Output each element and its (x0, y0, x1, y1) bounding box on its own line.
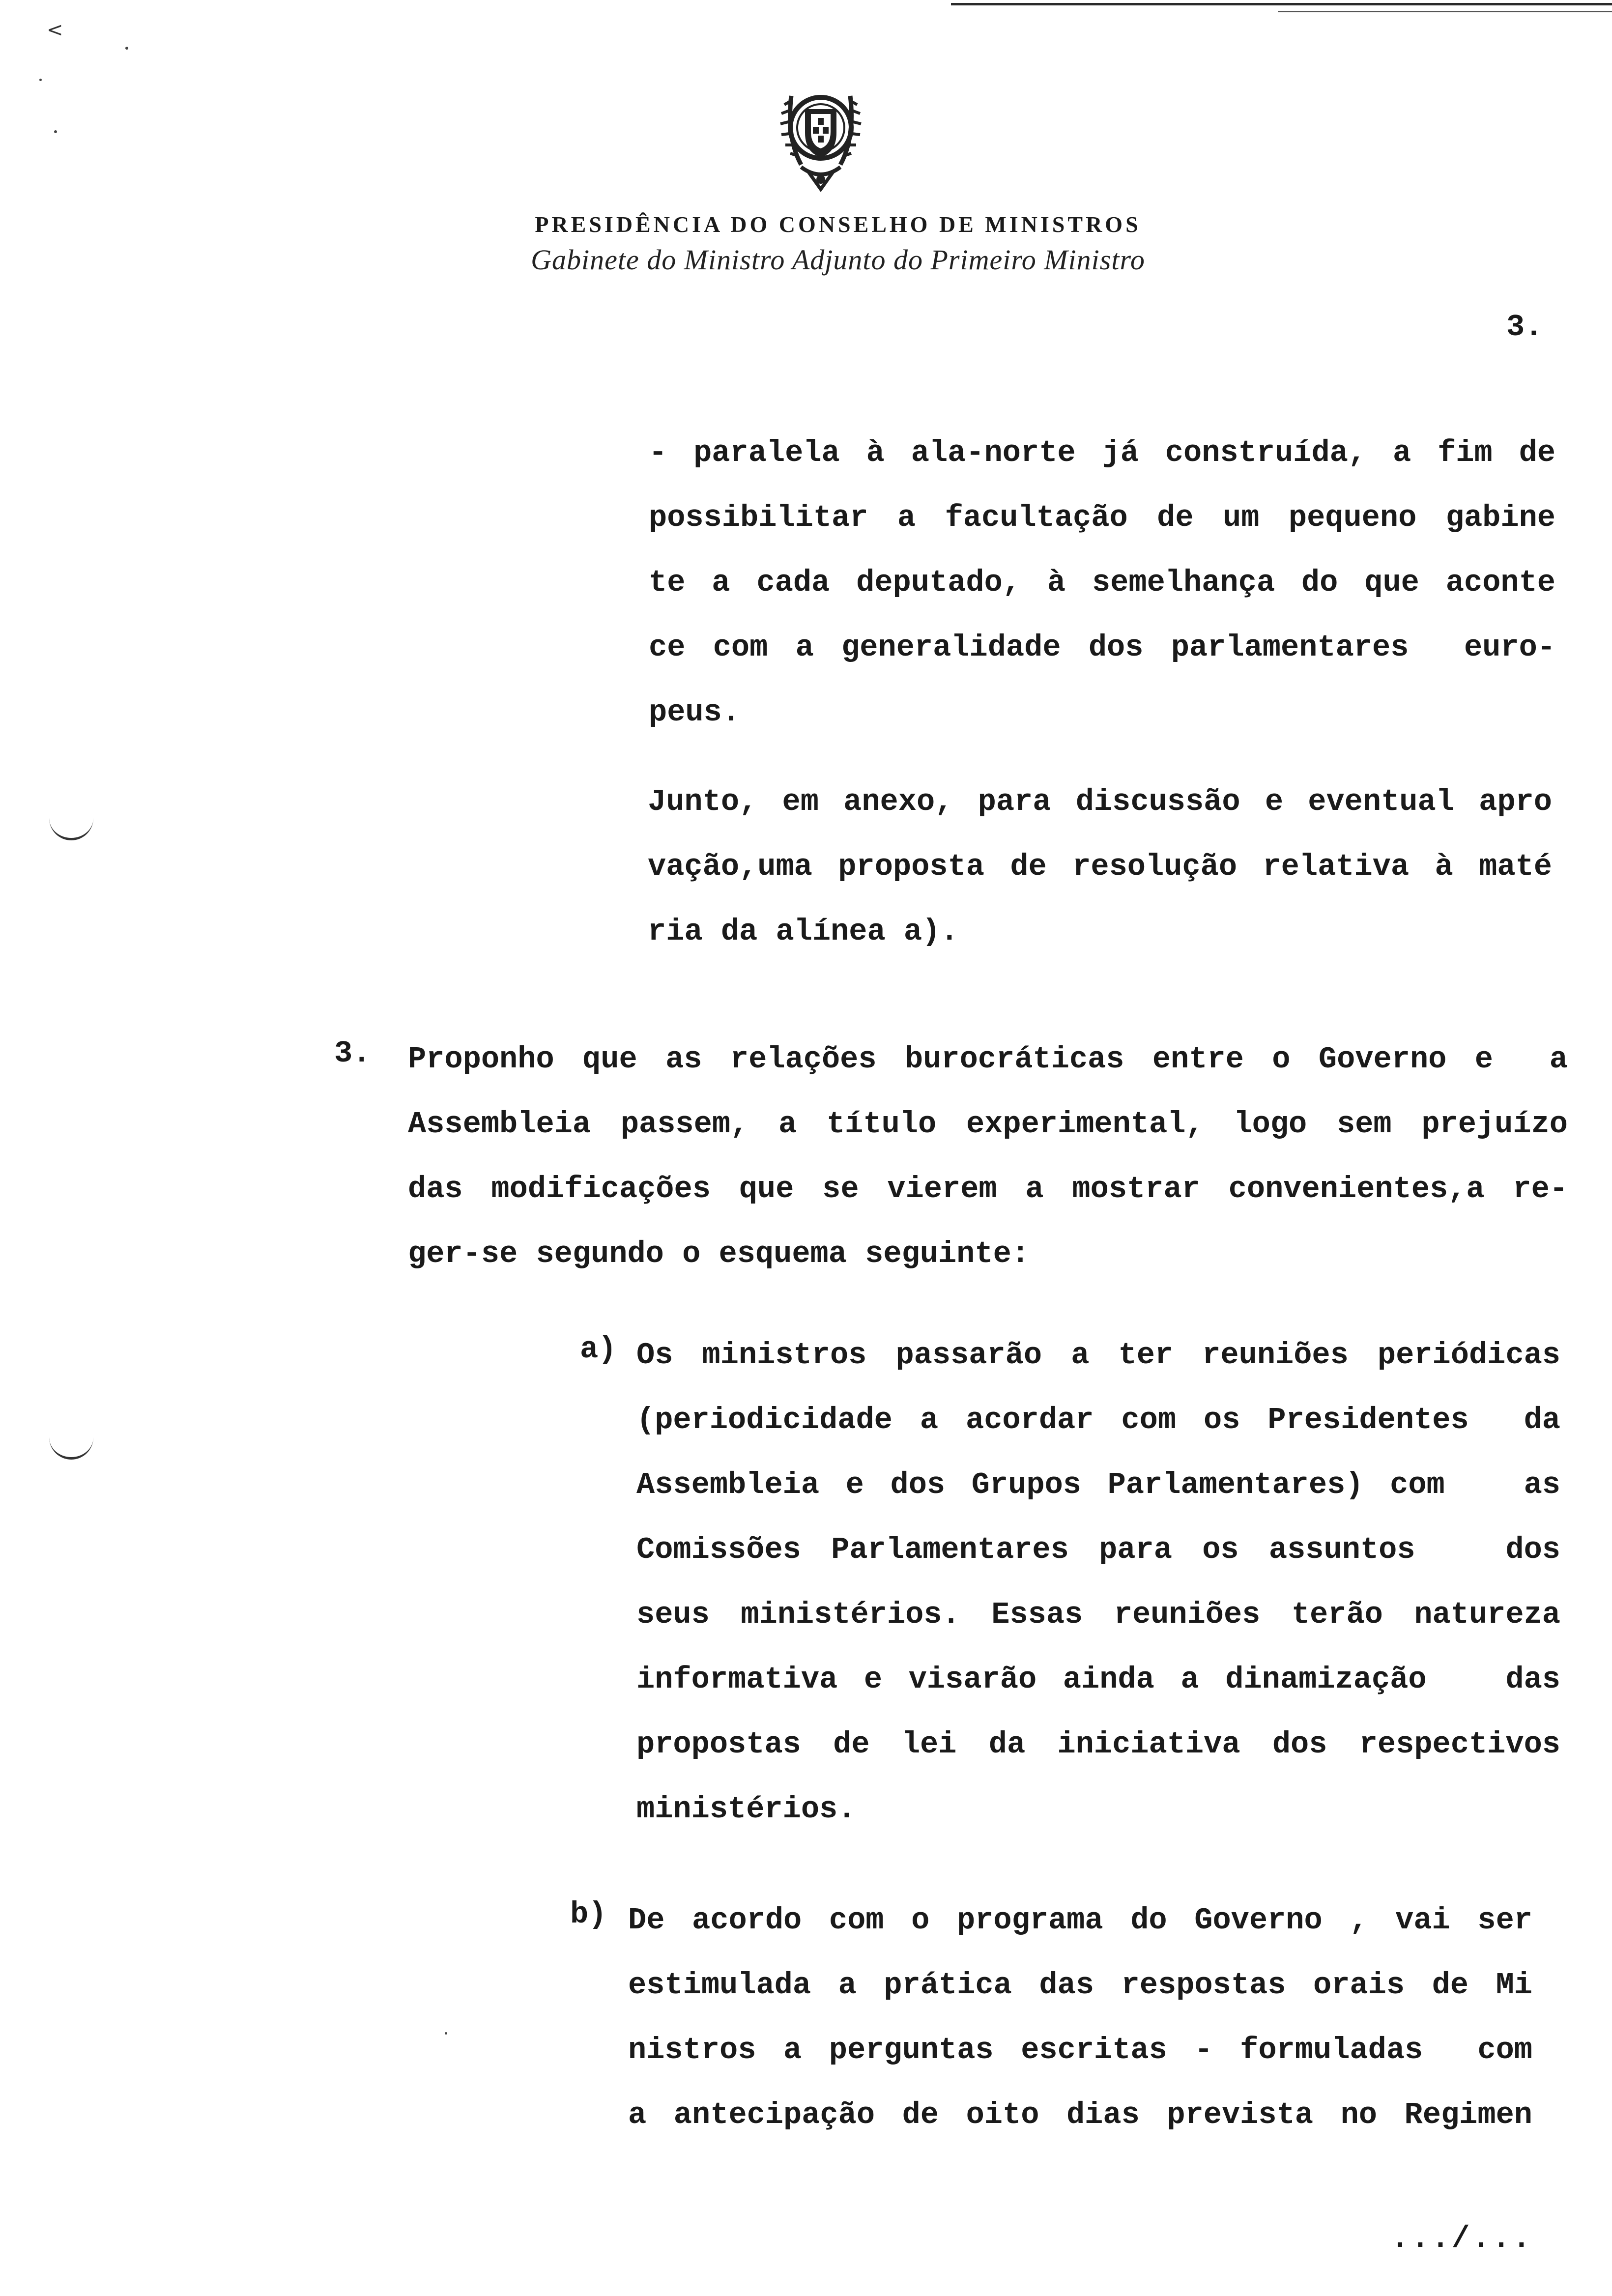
text-line: De acordo com o programa do Governo , vai ser (628, 1903, 1532, 1938)
text-line: peus. (649, 695, 741, 730)
item-b-label: b) (570, 1897, 607, 1932)
text-line: Proponho que as relações burocráticas entre o Governo e a (408, 1042, 1568, 1077)
text-line: vação,uma proposta de resolução relativa à maté (648, 849, 1552, 884)
text-line: a antecipação de oito dias prevista no Regimen (628, 2097, 1532, 2132)
intro-paragraph (649, 421, 1555, 745)
punch-hole-mark-lower (49, 1437, 93, 1460)
text-line: propostas de lei da iniciativa dos respectivos (636, 1727, 1560, 1762)
corner-scan-mark: < (47, 19, 63, 41)
text-line: ger-se segundo o esquema seguinte: (408, 1236, 1030, 1271)
scan-speck (445, 2032, 447, 2035)
text-line: te a cada deputado, à semelhança do que aconte (649, 565, 1555, 600)
text-line: informativa e visarão ainda a dinamização das (636, 1662, 1560, 1697)
annex-paragraph (648, 770, 1552, 964)
text-line: Os ministros passarão a ter reuniões periódicas (636, 1338, 1560, 1373)
top-edge-rule (951, 3, 1612, 5)
text-line: Assembleia passem, a título experimental, logo sem prejuízo (408, 1107, 1568, 1142)
page-number: 3. (1506, 310, 1543, 344)
scan-speck (54, 130, 57, 133)
top-edge-rule-secondary (1278, 11, 1612, 12)
text-line: ministérios. (636, 1792, 856, 1827)
coat-of-arms-emblem (772, 79, 870, 192)
section-3-paragraph (408, 1027, 1568, 1287)
continuation-mark: .../... (1391, 2221, 1533, 2256)
ministry-header-subtitle: Gabinete do Ministro Adjunto do Primeiro Ministro (531, 244, 1145, 276)
text-line: Comissões Parlamentares para os assuntos dos (636, 1532, 1560, 1567)
text-line: - paralela à ala-norte já construída, a fim de (649, 435, 1555, 470)
text-line: estimulada a prática das respostas orais de Mi (628, 1968, 1532, 2003)
text-line: Junto, em anexo, para discussão e eventual apro (648, 784, 1552, 819)
section-number: 3. (334, 1036, 371, 1071)
ministry-header-title: PRESIDÊNCIA DO CONSELHO DE MINISTROS (535, 212, 1141, 237)
text-line: possibilitar a facultação de um pequeno gabine (649, 500, 1555, 535)
scan-speck (125, 47, 128, 50)
text-line: Assembleia e dos Grupos Parlamentares) com as (636, 1467, 1560, 1502)
text-line: nistros a perguntas escritas - formuladas com (628, 2033, 1532, 2067)
item-a-paragraph (636, 1323, 1560, 1842)
scan-speck (39, 79, 42, 81)
text-line: seus ministérios. Essas reuniões terão natureza (636, 1597, 1560, 1632)
text-line: ria da alínea a). (648, 914, 959, 949)
item-a-label: a) (580, 1332, 617, 1367)
item-b-paragraph (628, 1888, 1532, 2148)
punch-hole-mark-upper (49, 818, 93, 840)
text-line: (periodicidade a acordar com os Presidentes da (636, 1403, 1560, 1437)
text-line: ce com a generalidade dos parlamentares euro- (649, 630, 1555, 665)
text-line: das modificações que se vierem a mostrar convenientes,a re- (408, 1172, 1568, 1206)
